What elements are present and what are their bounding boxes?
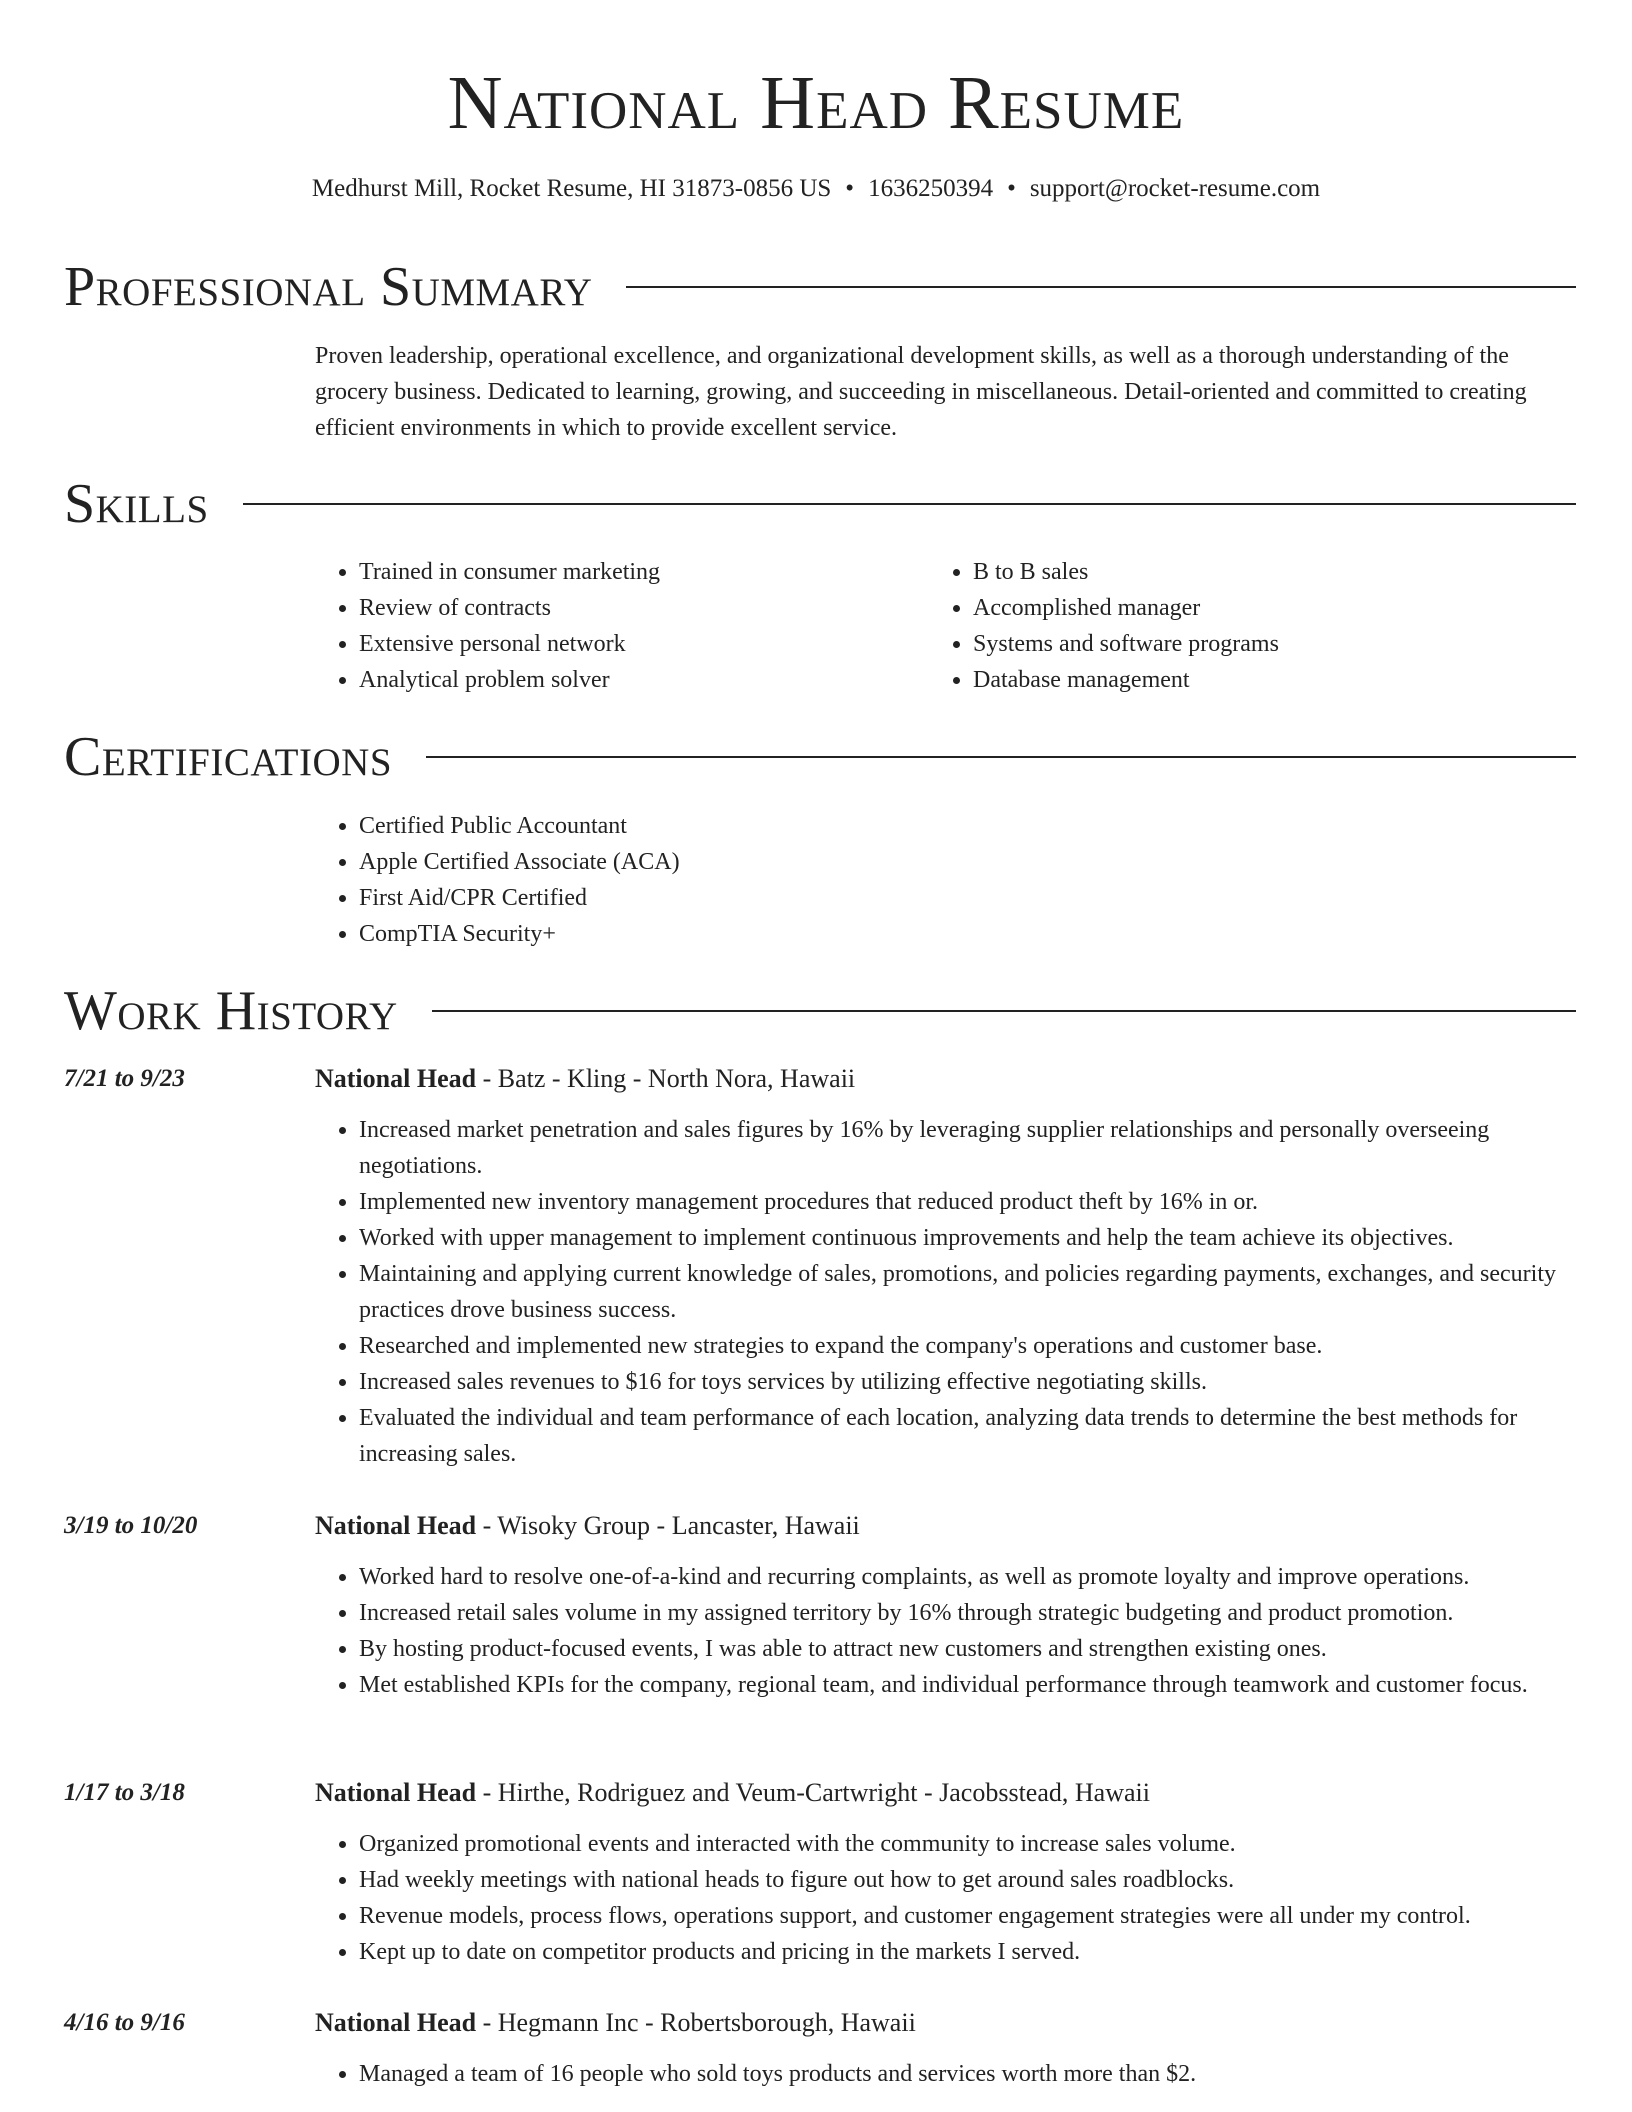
certification-item: • Certified Public Accountant (359, 808, 1215, 844)
resume-name: National Head Resume (447, 61, 1185, 145)
job-bullet: • Had weekly meetings with national heads to figure out how to get around sales roadblocks. (359, 1862, 1580, 1898)
certifications-block (315, 808, 1215, 952)
section-divider (426, 756, 1576, 758)
contact-address: Medhurst Mill, Rocket Resume, HI 31873-0856 US (311, 175, 832, 202)
job-bullet: • Researched and implemented new strategies to expand the company's operations and customer base. (359, 1328, 1580, 1364)
summary-heading: Professional Summary (64, 256, 593, 318)
job-details: - Hirthe, Rodriguez and Veum-Cartwright - Jacobsstead, Hawaii (476, 1778, 1150, 1807)
certification-item: • First Aid/CPR Certified (359, 880, 1215, 916)
certification-item: • Apple Certified Associate (ACA) (359, 844, 1215, 880)
job-details: - Batz - Kling - North Nora, Hawaii (476, 1064, 856, 1093)
job-bullet: • Revenue models, process flows, operations support, and customer engagement strategies were all under my control. (359, 1898, 1580, 1934)
job-title: National Head (315, 1511, 477, 1540)
contact-phone: 1636250394 (868, 175, 994, 202)
skills-right-column (929, 554, 1529, 698)
job-title-line (315, 2006, 1580, 2040)
job-title-line (315, 1062, 1580, 1096)
job-bullet: • Maintaining and applying current knowledge of sales, promotions, and policies regarding payments, exchanges, and security practices drove business success. (359, 1256, 1580, 1328)
job-bullets (315, 1559, 1580, 1703)
job-bullet: • Increased market penetration and sales figures by 16% by leveraging supplier relationships and personally overseeing negotiations. (359, 1112, 1580, 1184)
job-bullet-list (315, 1826, 1580, 1970)
job-bullet: • Managed a team of 16 people who sold toys products and services worth more than $2. (359, 2056, 1580, 2092)
job-bullets (315, 2056, 1580, 2092)
job-dates: 1/17 to 3/18 (64, 1779, 185, 1806)
job-bullet: • Increased sales revenues to $16 for toys services by utilizing effective negotiating skills. (359, 1364, 1580, 1400)
skills-heading: Skills (64, 473, 209, 535)
section-divider (243, 503, 1576, 505)
job-details: - Wisoky Group - Lancaster, Hawaii (476, 1511, 860, 1540)
job-dates: 7/21 to 9/23 (64, 1065, 185, 1092)
contact-separator: • (1007, 175, 1016, 202)
contact-line (0, 172, 1632, 206)
contact-email: support@rocket-resume.com (1029, 175, 1321, 202)
job-bullet: • Organized promotional events and interacted with the community to increase sales volume. (359, 1826, 1580, 1862)
job-bullet: • Evaluated the individual and team performance of each location, analyzing data trends to determine the best methods for increasing sales. (359, 1400, 1580, 1472)
job-bullet: • Increased retail sales volume in my assigned territory by 16% through strategic budgeting and product promotion. (359, 1595, 1580, 1631)
work-history-section-header (64, 976, 1576, 1046)
certifications-section-header (64, 722, 1576, 792)
job-bullet-list (315, 1112, 1580, 1472)
skills-section-header (64, 469, 1576, 539)
job-bullets (315, 1112, 1580, 1472)
skill-item: • Trained in consumer marketing (359, 554, 915, 590)
job-bullet: • Worked hard to resolve one-of-a-kind and recurring complaints, as well as promote loyalty and improve operations. (359, 1559, 1580, 1595)
job-title: National Head (315, 1778, 477, 1807)
job-bullet: • Worked with upper management to implement continuous improvements and help the team achieve its objectives. (359, 1220, 1580, 1256)
skill-item: • Analytical problem solver (359, 662, 915, 698)
job-bullet: • Implemented new inventory management procedures that reduced product theft by 16% in or. (359, 1184, 1580, 1220)
job-title-line (315, 1776, 1580, 1810)
job-bullet-list (315, 2056, 1580, 2092)
job-bullet-list (315, 1559, 1580, 1703)
skill-item: • Extensive personal network (359, 626, 915, 662)
job-title-line (315, 1509, 1580, 1543)
skills-right-list (929, 554, 1529, 698)
certification-item: • CompTIA Security+ (359, 916, 1215, 952)
job-bullets (315, 1826, 1580, 1970)
skill-item: • Database management (973, 662, 1529, 698)
work-history-heading: Work History (64, 980, 398, 1042)
certifications-heading: Certifications (64, 726, 393, 788)
job-title: National Head (315, 1064, 477, 1093)
skill-item: • Accomplished manager (973, 590, 1529, 626)
contact-separator: • (845, 175, 855, 202)
certifications-list (315, 808, 1215, 952)
summary-section-header (64, 252, 1576, 322)
skills-left-list (315, 554, 915, 698)
skills-left-column (315, 554, 915, 698)
skill-item: • Systems and software programs (973, 626, 1529, 662)
job-bullet: • Met established KPIs for the company, regional team, and individual performance through teamwork and customer focus. (359, 1667, 1580, 1703)
job-dates: 4/16 to 9/16 (64, 2009, 185, 2036)
job-bullet: • Kept up to date on competitor products and pricing in the markets I served. (359, 1934, 1580, 1970)
section-divider (432, 1010, 1576, 1012)
summary-text: Proven leadership, operational excellence, and organizational development skills, as well as a thorough understanding of the grocery business. Dedicated to learning, growing, and succeeding in miscellaneous. Detail-oriented and committed to creating efficient environments in which to provide excellent service. (315, 343, 1527, 441)
job-bullet: • By hosting product-focused events, I was able to attract new customers and strengthen existing ones. (359, 1631, 1580, 1667)
job-title: National Head (315, 2008, 477, 2037)
job-dates: 3/19 to 10/20 (64, 1512, 198, 1539)
skill-item: • Review of contracts (359, 590, 915, 626)
section-divider (626, 286, 1576, 288)
skill-item: • B to B sales (973, 554, 1529, 590)
job-details: - Hegmann Inc - Robertsborough, Hawaii (476, 2008, 916, 2037)
